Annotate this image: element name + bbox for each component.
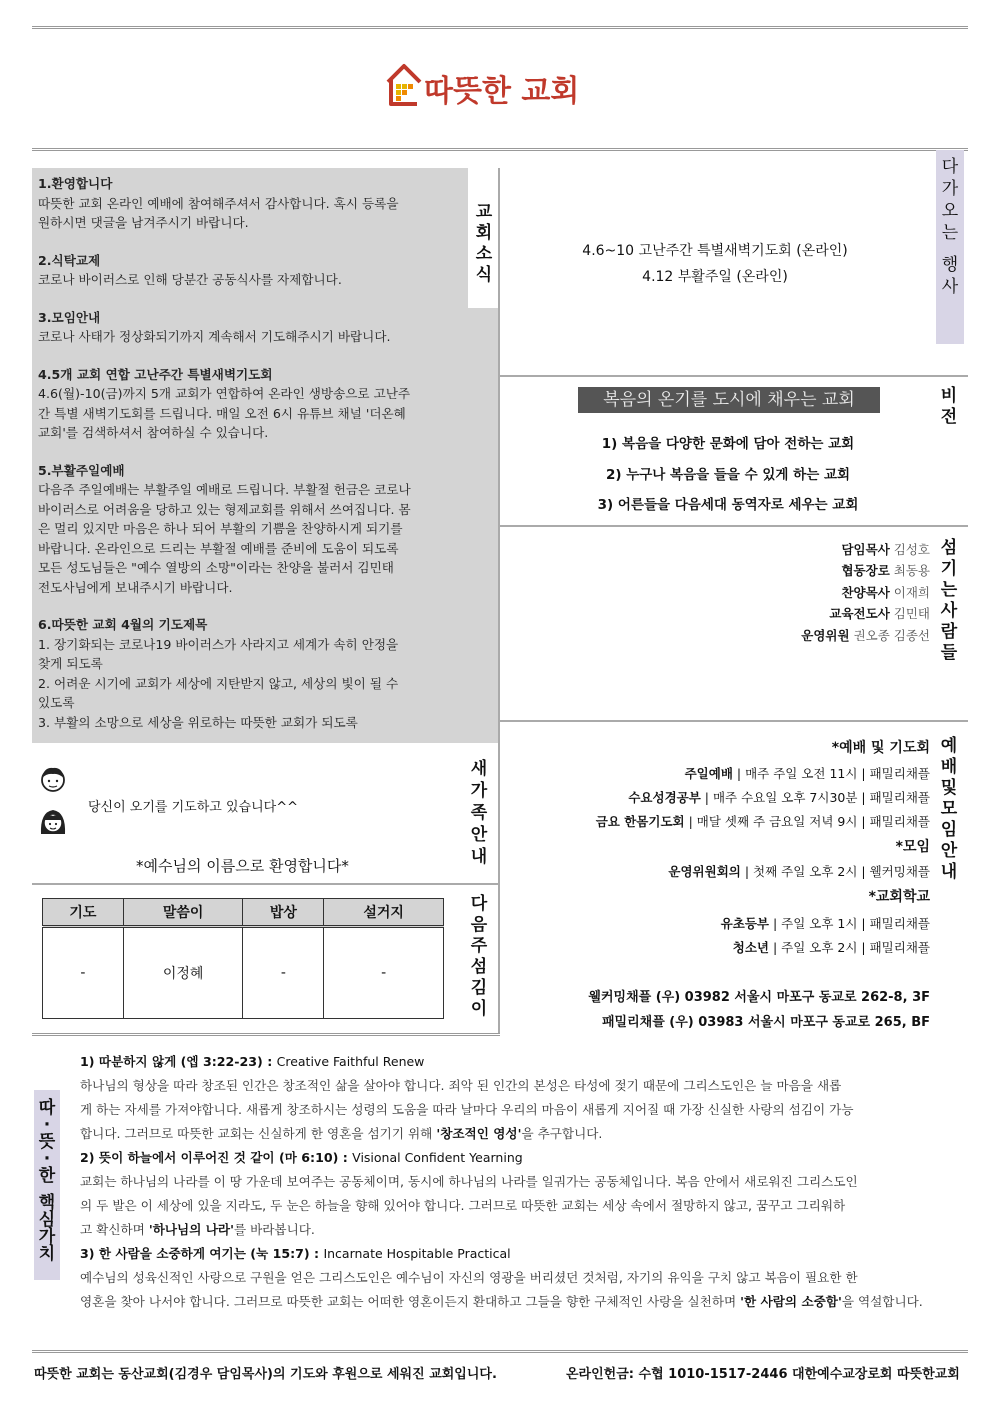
staff-row: 교육전도사 김민태 xyxy=(829,606,930,621)
core-value-heading: 3) 한 사람을 소중하게 여기는 (눅 15:7) : Incarnate Hospitable Practical xyxy=(80,1246,511,1261)
news-item-title: 2.식탁교제 xyxy=(38,252,101,268)
vision-title: 복음의 온기를 도시에 채우는 교회 xyxy=(578,387,880,413)
address-line: 패밀리채플 (우) 03983 서울시 마포구 동교로 265, BF xyxy=(601,1015,930,1030)
news-item-text: 간 특별 새벽기도회를 드립니다. 매일 오전 6시 유튜브 채널 '더온혜 xyxy=(38,405,406,421)
newfamily-tab-label: 새 가 족 안 내 xyxy=(470,759,488,867)
news-item-text: 코로나 바이러스로 인해 당분간 공동식사를 자제합니다. xyxy=(38,272,342,287)
top-rule xyxy=(32,26,968,29)
divider xyxy=(500,375,968,377)
news-list xyxy=(38,174,456,732)
news-item-text: 다음주 주일예배는 부활주일 예배로 드립니다. 부활절 헌금은 코로나 xyxy=(38,482,411,497)
news-item-text: 찾게 되도록 xyxy=(38,656,103,671)
table-header-row xyxy=(43,899,444,927)
core-value-emphasis: '하나님의 나라' xyxy=(148,1222,234,1237)
events-list xyxy=(498,238,932,290)
core-value-emphasis: '한 사람의 소중함' xyxy=(740,1294,842,1309)
core-values-tab xyxy=(34,1090,60,1280)
news-item-text: 전도사님에게 보내주시기 바랍니다. xyxy=(38,579,233,595)
meeting-row: 운영위원회의 | 첫째 주일 오후 2시 | 웰커밍채플 xyxy=(668,864,930,879)
column-divider xyxy=(498,168,500,1034)
vision-item: 1) 복음을 다양한 문화에 담아 전하는 교회 xyxy=(601,436,855,452)
duty-tab-label: 다 음 주 섬 김 이 xyxy=(470,894,488,1019)
service-row: 금요 한몸기도회 | 매달 셋째 주 금요일 저녁 9시 | 패밀리채플 xyxy=(595,814,930,829)
core-value-text: 예수님의 성육신적인 사랑으로 구원을 얻은 그리스도인은 예수님이 자신의 영광을 버리셨던 것처럼, 자기의 유익을 구치 않고 복음이 필요한 한 영혼을 찾아 나서야 합니다. 그러므로 따뜻한 교회는 어떠한 영혼이든지 환대하고 그들을 향한 구체적인 사랑을 실천하며 '한 사람의 소중함'을 역설합니다. xyxy=(80,1270,923,1309)
divider xyxy=(500,525,968,527)
meeting-heading: *모임 xyxy=(895,839,930,855)
table-row xyxy=(43,927,444,1019)
events-tab-label: 다 가 오 는 행 사 xyxy=(941,157,959,297)
woman-face-icon xyxy=(38,806,68,836)
news-item-title: 5.부활주일예배 xyxy=(38,462,125,478)
news-item-title: 4.5개 교회 연합 고난주간 특별새벽기도회 xyxy=(38,366,273,382)
vision-item: 2) 누구나 복음을 들을 수 있게 하는 교회 xyxy=(605,467,851,483)
service-row: 주일예배 | 매주 주일 오전 11시 | 패밀리채플 xyxy=(684,766,930,781)
address-line: 웰커밍채플 (우) 03982 서울시 마포구 동교로 262-8, 3F xyxy=(588,990,930,1005)
event-line: 4.6~10 고난주간 특별새벽기도회 (온라인) xyxy=(582,243,848,259)
table-cell: - xyxy=(243,927,324,1019)
column-header: 기도 xyxy=(43,899,124,927)
staff-row: 운영위원 권오종 김종선 xyxy=(801,628,930,643)
next-week-duty-table xyxy=(42,898,444,1019)
table-cell: - xyxy=(324,927,444,1019)
news-tab xyxy=(468,168,500,308)
news-tab-label: 교 회 소 식 xyxy=(475,202,493,285)
core-value-text: 하나님의 형상을 따라 창조된 인간은 창조적인 삶을 살아야 합니다. 죄악 된 인간의 본성은 타성에 젖기 때문에 그리스도인은 늘 마음을 새롭 게 하는 자세를 가져야합니다. 새롭게 창조하시는 성령의 도움을 따라 날마다 우리의 마음이 새롭게 지어질 때 가장 신실한 사랑의 섬김이 가능 합니다. 그러므로 따뜻한 교회는 신실하게 한 영혼을 섬기기 위해 '창조적인 영성'을 추구합니다. xyxy=(80,1078,854,1141)
upcoming-events xyxy=(498,168,932,373)
vision-item: 3) 어른들을 다음세대 동역자로 세우는 교회 xyxy=(597,497,859,513)
newcomer-message: 당신이 오기를 기도하고 있습니다^^ xyxy=(88,800,298,815)
core-values-tab-label: 따 · 뜻 · 한 핵 심 가 치 xyxy=(38,1098,56,1264)
news-item-text: 4.6(월)-10(금)까지 5개 교회가 연합하여 온라인 생방송으로 고난주 xyxy=(38,386,411,401)
events-tab xyxy=(936,150,964,344)
footer-offering-info: 온라인헌금: 수협 1010-1517-2446 대한예수교장로회 따뜻한교회 xyxy=(566,1367,960,1382)
news-item-text: 있도록 xyxy=(38,695,75,710)
table-cell: - xyxy=(43,927,124,1019)
news-item-title: 6.따뜻한 교회 4월의 기도제목 xyxy=(38,617,208,632)
news-item-text: 3. 부활의 소망으로 세상을 위로하는 따뜻한 교회가 되도록 xyxy=(38,714,358,730)
news-item-text: 따뜻한 교회 온라인 예배에 참여해주셔서 감사합니다. 혹시 등록을 xyxy=(38,195,399,211)
news-item-text: 2. 어려운 시기에 교회가 세상에 지탄받지 않고, 세상의 빛이 될 수 xyxy=(38,675,399,691)
people-tab-label: 섬 기 는 사 람 들 xyxy=(940,538,958,663)
news-item-text: 1. 장기화되는 코로나19 바이러스가 사라지고 세계가 속히 안정을 xyxy=(38,636,399,652)
logo-text: 따뜻한 교회 xyxy=(424,74,580,109)
core-value-emphasis: '창조적인 영성' xyxy=(436,1126,522,1141)
school-row: 청소년 | 주일 오후 2시 | 패밀리채플 xyxy=(732,940,930,955)
divider xyxy=(500,720,968,722)
vision-tab-label: 비 전 xyxy=(940,386,958,427)
footer-rule xyxy=(32,1350,968,1353)
staff-row: 찬양목사 이재희 xyxy=(841,585,930,600)
school-row: 유초등부 | 주일 오후 1시 | 패밀리채플 xyxy=(720,916,930,931)
service-row: 수요성경공부 | 매주 수요일 오후 7시30분 | 패밀리채플 xyxy=(628,790,930,805)
staff-row: 담임목사 김성호 xyxy=(841,542,930,557)
church-logo xyxy=(384,58,624,114)
news-item-title: 1.환영합니다 xyxy=(38,176,113,191)
column-header: 밥상 xyxy=(243,899,324,927)
header-rule xyxy=(32,148,968,151)
house-icon xyxy=(384,60,424,110)
church-news-section xyxy=(32,168,500,743)
column-header: 말씀이 xyxy=(123,899,243,927)
core-value-heading: 1) 따분하지 않게 (엡 3:22-23) : Creative Faithful Renew xyxy=(80,1054,425,1069)
news-item-text: 바이러스로 어려움을 당하고 있는 형제교회를 위해서 쓰여집니다. 몸 xyxy=(38,501,411,517)
man-face-icon xyxy=(38,764,68,794)
core-values-section xyxy=(80,1050,960,1314)
news-item-title: 3.모임안내 xyxy=(38,309,101,325)
column-header: 설거지 xyxy=(324,899,444,927)
news-item-text: 코로나 사태가 정상화되기까지 계속해서 기도해주시기 바랍니다. xyxy=(38,329,391,344)
worship-tab-label: 예 배 및 모 임 안 내 xyxy=(940,736,958,882)
news-item-text: 모든 성도님들은 "예수 열방의 소망"이라는 찬양을 불러서 김민태 xyxy=(38,560,394,575)
news-item-text: 은 멀리 있지만 마음은 하나 되어 부활의 기쁨을 찬양하시게 되기를 xyxy=(38,521,403,536)
core-value-text: 교회는 하나님의 나라를 이 땅 가운데 보여주는 공동체이며, 동시에 하나님의 나라를 일궈가는 공동체입니다. 복음 안에서 새로워진 그리스도인 의 두 발은 이 세상에 있을 지라도, 두 눈은 하늘을 향해 있어야 합니다. 그러므로 따뜻한 교회는 세상 속에서 절망하지 않고, 꿈꾸고 그리워하 고 확신하며 '하나님의 나라'를 바라봅니다. xyxy=(80,1174,858,1237)
school-heading: *교회학교 xyxy=(868,889,930,905)
table-cell: 이정혜 xyxy=(123,927,243,1019)
worship-heading: *예배 및 기도회 xyxy=(831,740,930,756)
divider xyxy=(32,883,500,885)
core-value-heading: 2) 뜻이 하늘에서 이루어진 것 같이 (마 6:10) : Visional Confident Yearning xyxy=(80,1150,523,1165)
footer-support-note: 따뜻한 교회는 동산교회(김경우 담임목사)의 기도와 후원으로 세워진 교회입니다. xyxy=(34,1367,497,1382)
news-item-text: 원하시면 댓글을 남겨주시기 바랍니다. xyxy=(38,215,249,230)
news-item-text: 바랍니다. 온라인으로 드리는 부활절 예배를 준비에 도움이 되도록 xyxy=(38,540,399,556)
event-line: 4.12 부활주일 (온라인) xyxy=(642,269,788,285)
news-item-text: 교회'를 검색하셔서 참여하실 수 있습니다. xyxy=(38,425,269,440)
newcomer-welcome: *예수님의 이름으로 환영합니다* xyxy=(136,857,349,875)
staff-row: 협동장로 최동용 xyxy=(841,563,930,578)
section-rule xyxy=(32,1033,500,1036)
